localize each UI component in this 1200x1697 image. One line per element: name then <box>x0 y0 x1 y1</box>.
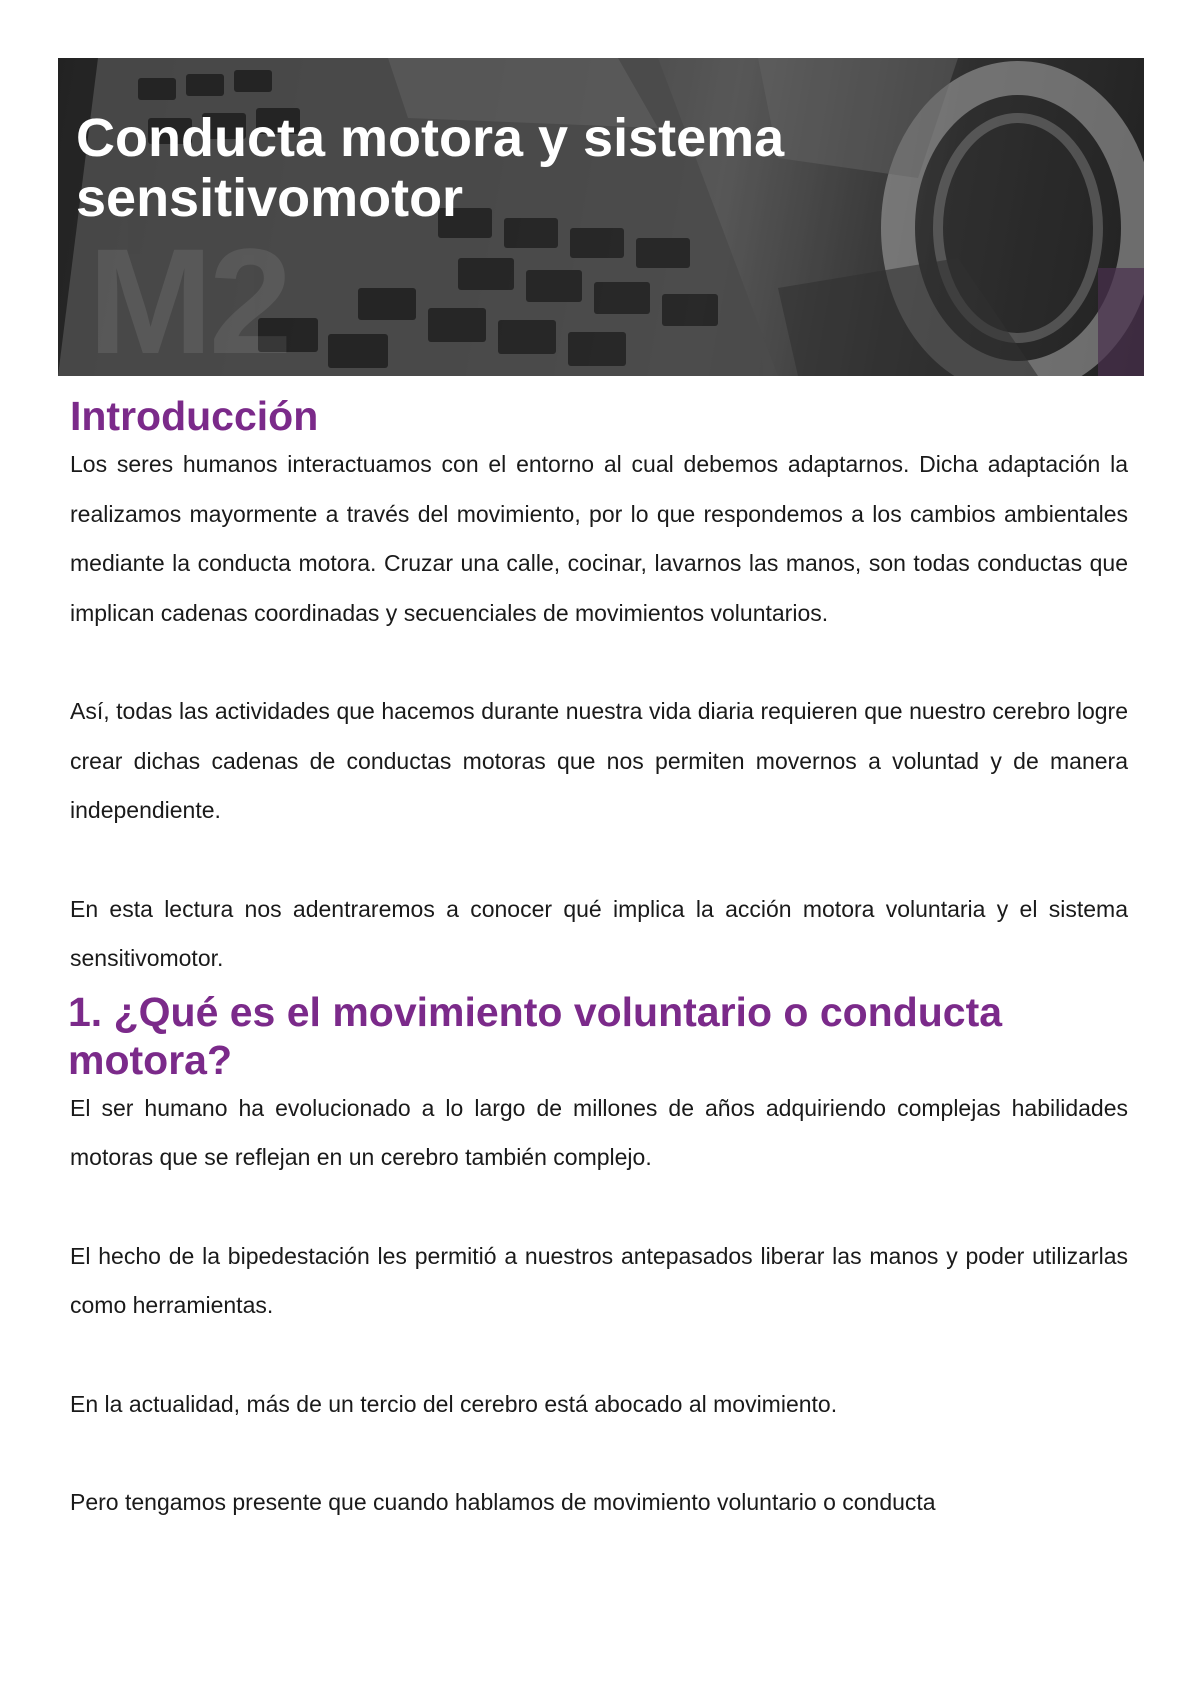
header-banner <box>58 58 1144 376</box>
module-watermark: M2 <box>88 217 289 376</box>
intro-paragraph-1: Los seres humanos interactuamos con el entorno al cual debemos adaptarnos. Dicha adaptación la realizamos mayormente a través del movimiento, por lo que respondemos a los cambios ambientales mediante la conducta motora. Cruzar una calle, cocinar, lavarnos las manos, son todas conductas que implican cadenas coordinadas y secuenciales de movimientos voluntarios. <box>70 451 1128 626</box>
intro-paragraph-3: En esta lectura nos adentraremos a conocer qué implica la acción motora voluntaria y el sistema sensitivomotor. <box>70 895 1128 971</box>
heading-introduccion: Introducción <box>70 393 319 439</box>
section1-paragraph-3: En la actualidad, más de un tercio del cerebro está abocado al movimiento. <box>70 1390 838 1417</box>
section1-paragraph-1: El ser humano ha evolucionado a lo largo de millones de años adquiriendo complejas habilidades motoras que se reflejan en un cerebro también complejo. <box>70 1094 1128 1170</box>
intro-paragraph-2: Así, todas las actividades que hacemos durante nuestra vida diaria requieren que nuestro cerebro logre crear dichas cadenas de conductas motoras que nos permiten movernos a voluntad y de manera independiente. <box>70 698 1128 823</box>
section1-paragraph-4: Pero tengamos presente que cuando hablamos de movimiento voluntario o conducta <box>70 1489 936 1515</box>
document-body <box>70 392 1128 1528</box>
section1-paragraph-2: El hecho de la bipedestación les permitió a nuestros antepasados liberar las manos y poder utilizarlas como herramientas. <box>70 1242 1128 1318</box>
heading-section-1: 1. ¿Qué es el movimiento voluntario o conducta motora? <box>68 988 1003 1083</box>
page-title: Conducta motora y sistema sensitivomotor <box>76 108 785 228</box>
